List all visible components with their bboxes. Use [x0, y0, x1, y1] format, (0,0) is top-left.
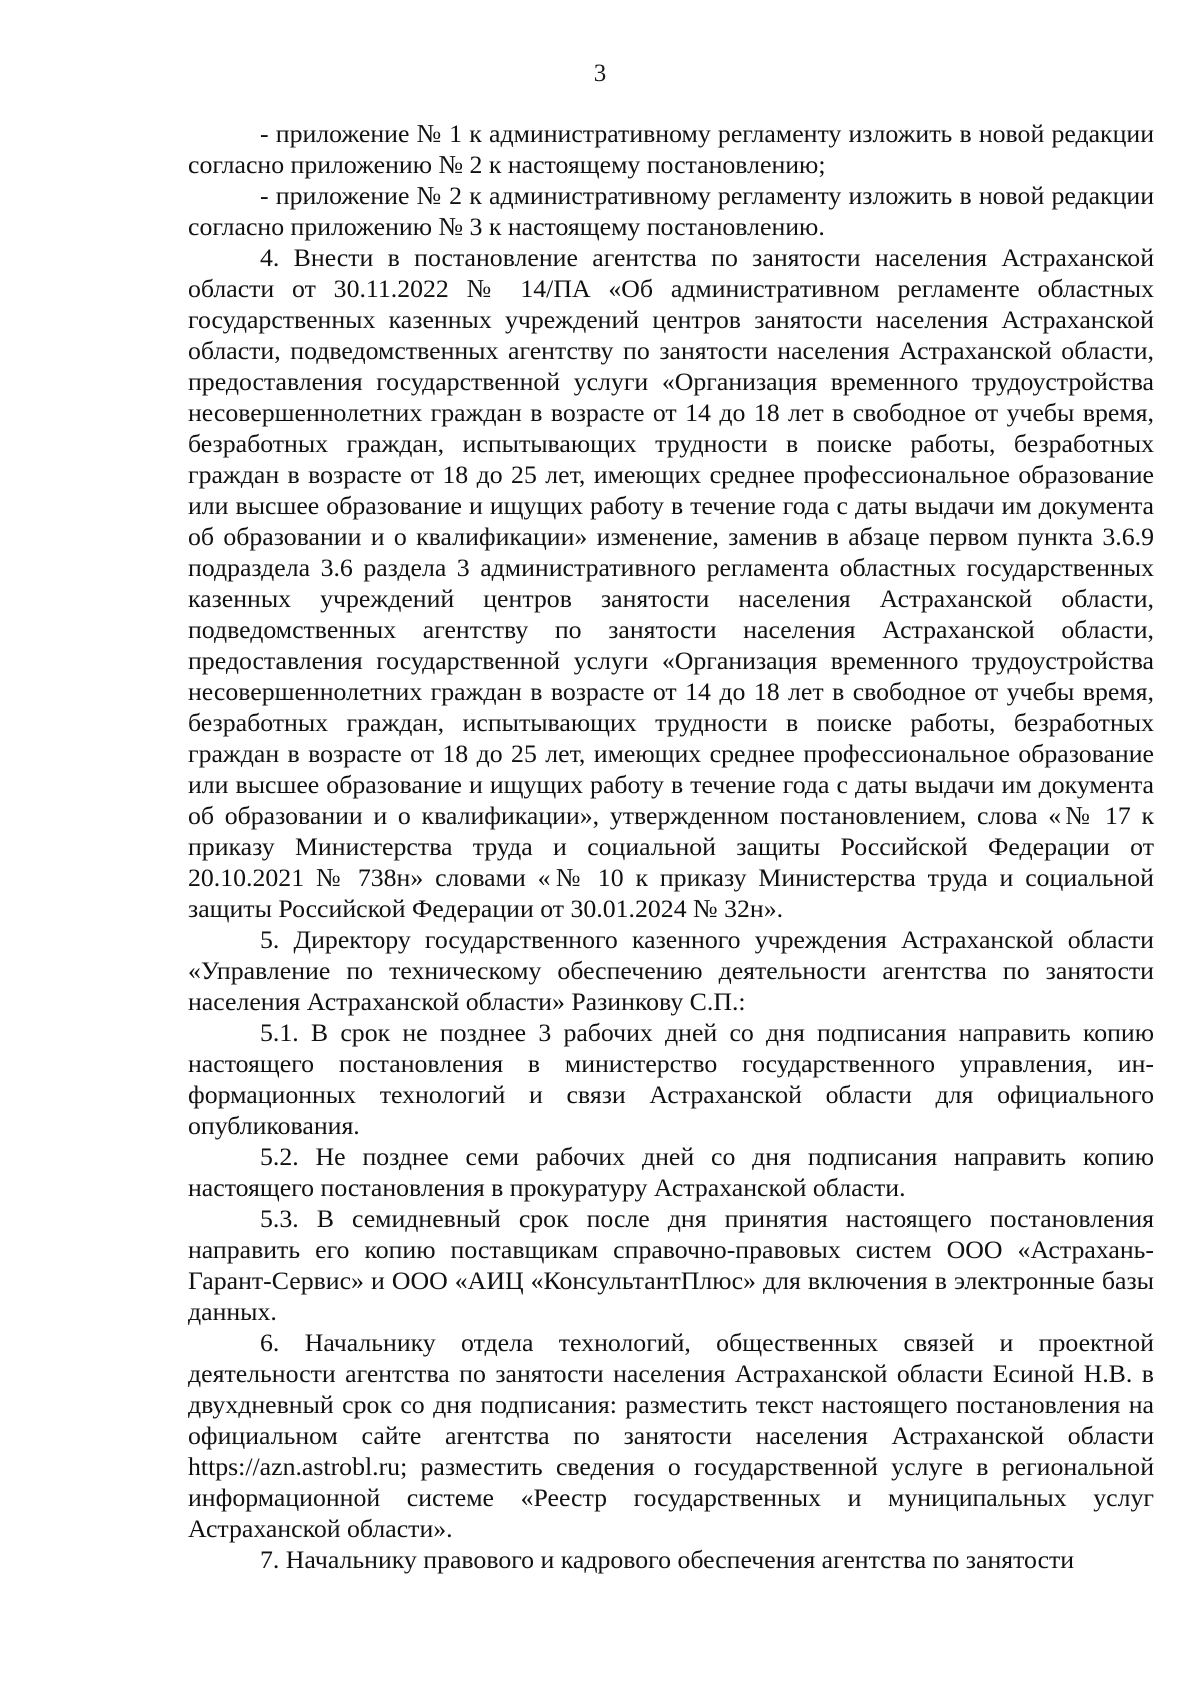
paragraph-item-5: 5. Директору государственного казенного учреждения Астраханской области «Управление по техническому обеспечению деятельности агентства по занятости населения Астраханской области» Разинкову С.П.:: [188, 925, 1154, 1016]
page-number: 3: [593, 60, 607, 87]
paragraph-item-5-3: 5.3. В семидневный срок после дня принятия настоящего постановления направить его копию поставщикам справочно-правовых систем ООО «Астрахань-Гарант-Сервис» и ООО «АИЦ «КонсультантПлюс» для включения в электронные базы данных.: [188, 1204, 1154, 1326]
paragraph-item-7: 7. Начальнику правового и кадрового обеспечения агентства по занятости: [260, 1545, 1075, 1574]
paragraph-appendix-1: - приложение № 1 к административному регламенту изложить в новой редакции согласно приложению № 2 к настоящему постановлению;: [188, 119, 1154, 179]
paragraph-item-4: 4. Внести в постановление агентства по занятости населения Астраханской области от 30.11.2022 № 14/ПА «Об административном регламенте областных государственных казенных учреждений центров занятости населения Астраханской области, подведомственных агентству по занятости населения Астраханской области, предоставления государственной услуги «Организация временного трудоустройства несовершеннолетних граждан в возрасте от 14 до 18 лет в свободное от учебы время, безработных граждан, испытывающих трудности в поиске работы, безработных граждан в возрасте от 18 до 25 лет, имеющих среднее профессиональное образование или высшее образование и ищущих работу в течение года с даты выдачи им документа об образовании и о квалификации» изменение, заменив в абзаце первом пункта 3.6.9 подраздела 3.6 раздела 3 административного регламента областных государственных казенных учреждений центров занятости населения Астраханской области, подведомственных агентству по занятости населения Астраханской области, предоставления государственной услуги «Организация временного трудоустройства несовершеннолетних граждан в возрасте от 14 до 18 лет в свободное от учебы время, безработных граждан, испытывающих трудности в поиске работы, безработных граждан в возрасте от 18 до 25 лет, имеющих среднее профессиональное образование или высшее образование и ищущих работу в течение года с даты выдачи им документа об образовании и о квалификации», утвержденном постановлением, слова «№ 17 к приказу Министерства труда и социальной защиты Российской Федерации от 20.10.2021 № 738н» словами «№ 10 к приказу Министерства труда и социальной защиты Российской Федерации от 30.01.2024 № 32н».: [188, 243, 1154, 923]
paragraph-item-6: 6. Начальнику отдела технологий, общественных связей и проектной деятельности агентства по занятости населения Астраханской области Есиной Н.В. в двухдневный срок со дня подписания: разместить текст настоящего постановления на официальном сайте агентства по занятости населения Астраханской области https://azn.astrobl.ru; разместить сведения о государственной услуге в региональной информационной системе «Реестр государственных и муниципальных услуг Астраханской области».: [188, 1328, 1154, 1543]
paragraph-item-5-2: 5.2. Не позднее семи рабочих дней со дня подписания направить копию настоящего постановления в прокуратуру Астраханской области.: [188, 1142, 1154, 1202]
document-body: [188, 118, 1154, 1575]
paragraph-item-5-1: 5.1. В срок не позднее 3 рабочих дней со дня подписания направить копию настоящего постановления в министерство государственного управления, информационных технологий и связи Астраханской области для официального опубликования.: [188, 1018, 1154, 1140]
paragraph-appendix-2: - приложение № 2 к административному регламенту изложить в новой редакции согласно приложению № 3 к настоящему постановлению.: [188, 181, 1154, 241]
